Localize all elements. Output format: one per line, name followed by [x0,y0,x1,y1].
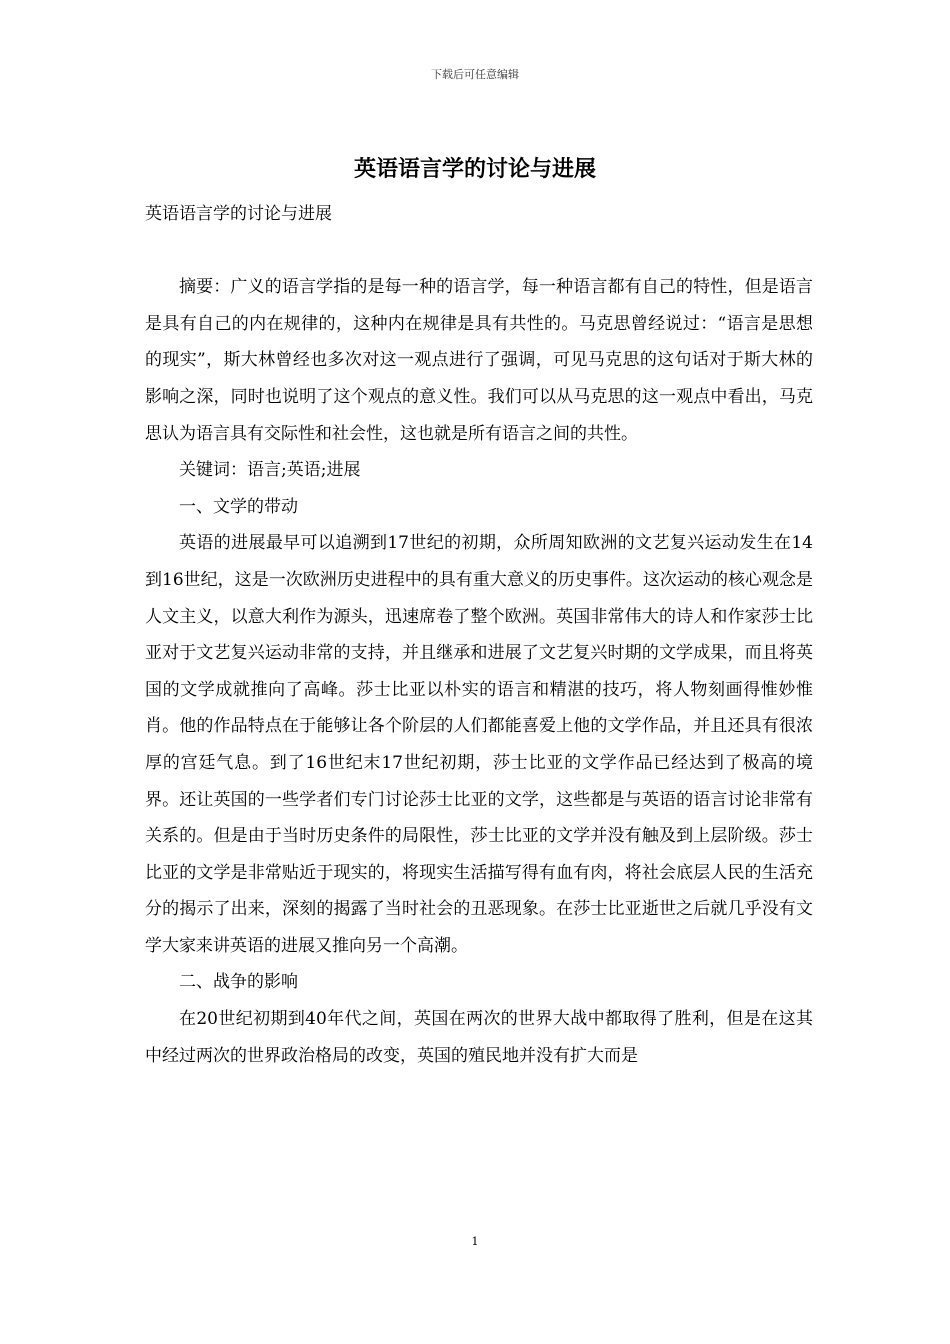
section-1-paragraph: 英语的进展最早可以追溯到17世纪的初期，众所周知欧洲的文艺复兴运动发生在14到16世纪，这是一次欧洲历史进程中的具有重大意义的历史事件。这次运动的核心观念是人文主义，以意大利作为源头，迅速席卷了整个欧洲。英国非常伟大的诗人和作家莎士比亚对于文艺复兴运动非常的支持，并且继承和进展了文艺复兴时期的文学成果，而且将英国的文学成就推向了高峰。莎士比亚以朴实的语言和精湛的技巧，将人物刻画得惟妙惟肖。他的作品特点在于能够让各个阶层的人们都能喜爱上他的文学作品，并且还具有很浓厚的宫廷气息。到了16世纪末17世纪初期，莎士比亚的文学作品已经达到了极高的境界。还让英国的一些学者们专门讨论莎士比亚的文学，这些都是与英语的语言讨论非常有关系的。但是由于当时历史条件的局限性，莎士比亚的文学并没有触及到上层阶级。莎士比亚的文学是非常贴近于现实的，将现实生活描写得有血有肉，将社会底层人民的生活充分的揭示了出来，深刻的揭露了当时社会的丑恶现象。在莎士比亚逝世之后就几乎没有文学大家来讲英语的进展又推向另一个高潮。 [145,533,813,956]
page-header-note: 下载后可任意编辑 [431,68,519,81]
page-number: 1 [471,1235,479,1248]
document-title: 英语语言学的讨论与进展 [353,156,596,182]
section-2-paragraph: 在20世纪初期到40年代之间，英国在两次的世界大战中都取得了胜利，但是在这其中经过两次的世界政治格局的改变，英国的殖民地并没有扩大而是 [145,1009,813,1066]
section-heading-1: 一、文学的带动 [179,496,298,517]
keywords-line: 关键词：语言;英语;进展 [179,460,361,481]
document-subtitle: 英语语言学的讨论与进展 [145,204,332,224]
document-body [145,196,813,1074]
abstract-paragraph: 摘要：广义的语言学指的是每一种的语言学，每一种语言都有自己的特性，但是语言是具有自己的内在规律的，这种内在规律是具有共性的。马克思曾经说过：“语言是思想的现实”，斯大林曾经也多次对这一观点进行了强调，可见马克思的这句话对于斯大林的影响之深，同时也说明了这个观点的意义性。我们可以从马克思的这一观点中看出，马克思认为语言具有交际性和社会性，这也就是所有语言之间的共性。 [145,277,813,444]
section-heading-2: 二、战争的影响 [179,972,298,993]
blank-line [145,233,813,270]
